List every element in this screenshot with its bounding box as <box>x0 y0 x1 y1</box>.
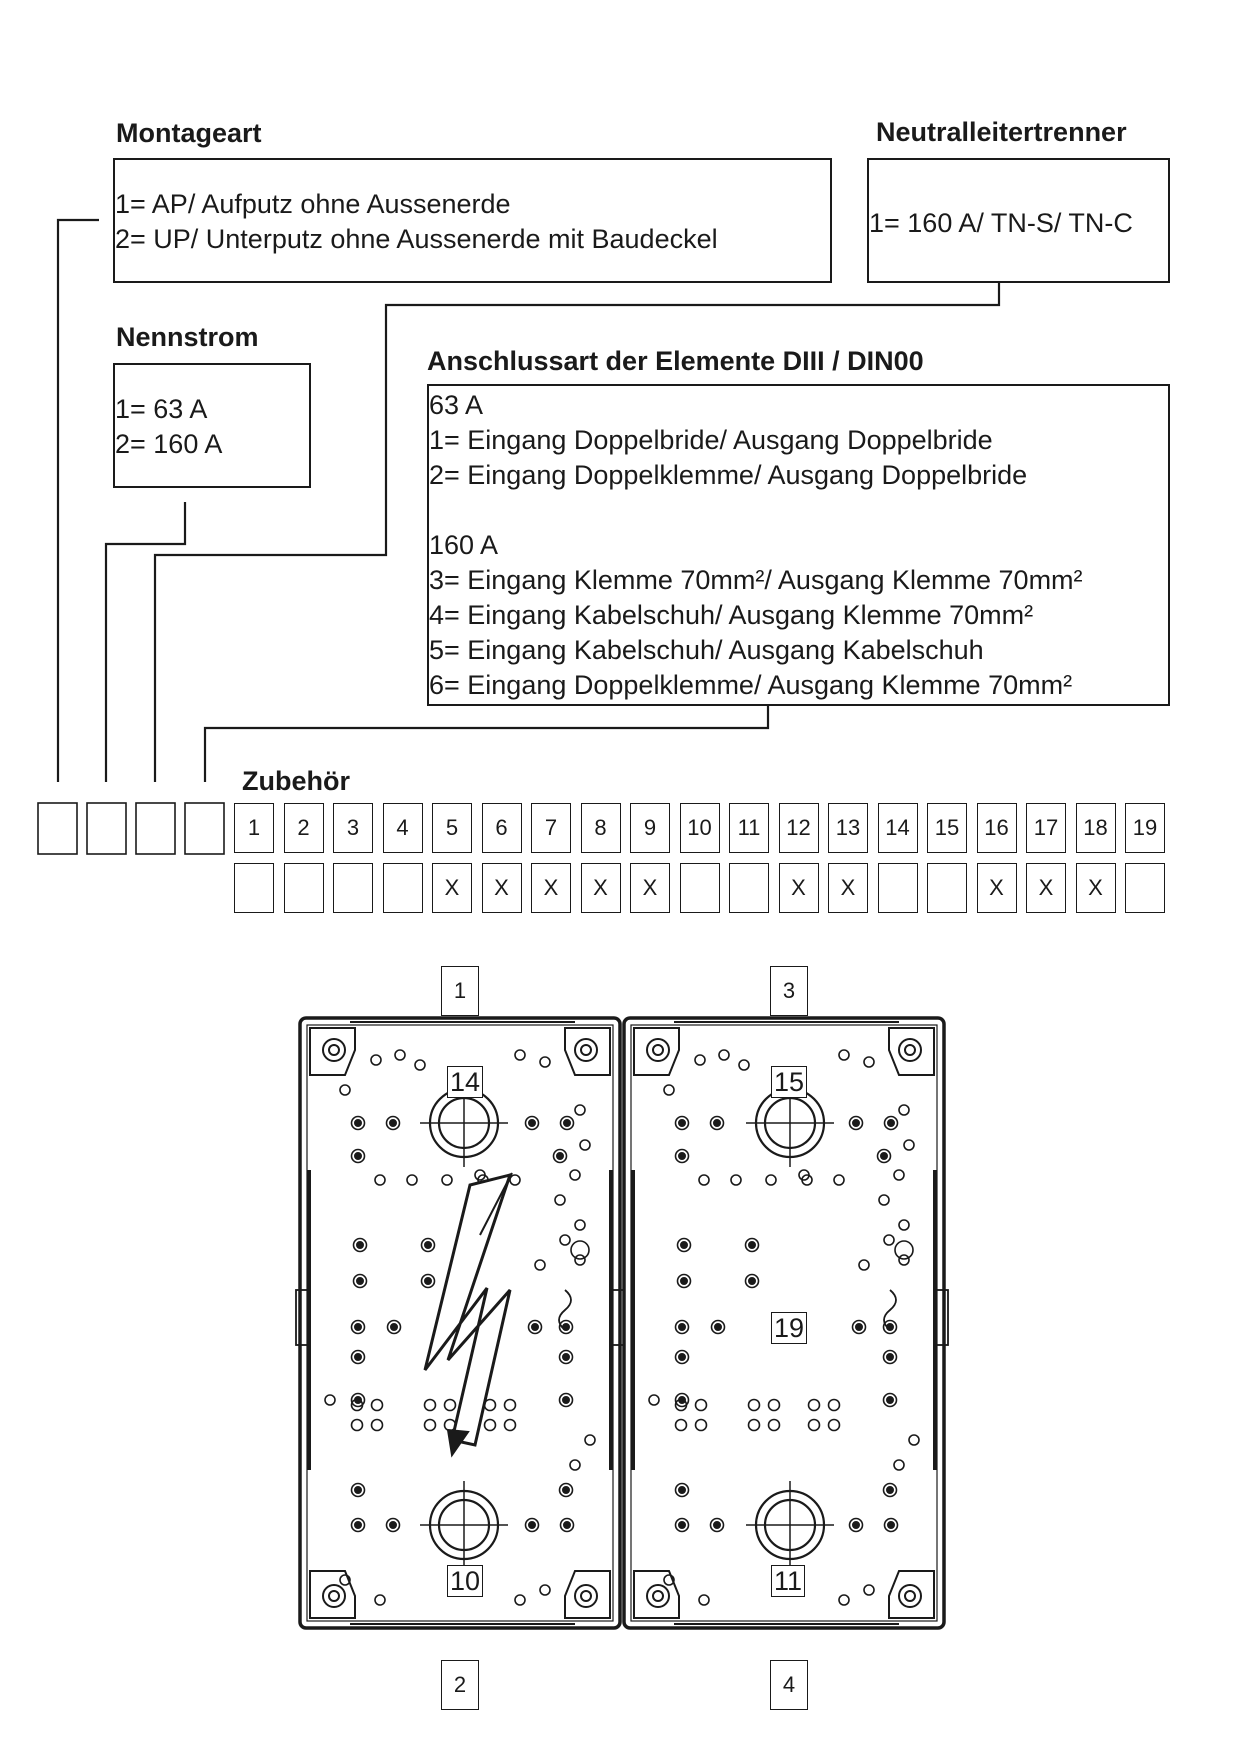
zubehoer-mark-cell[interactable]: X <box>630 863 670 913</box>
montageart-option-2: 2= UP/ Unterputz ohne Aussenerde mit Baudeckel <box>115 224 718 254</box>
mounting-hole <box>899 1255 909 1265</box>
mounting-hole-center <box>425 1242 431 1248</box>
mounting-hole <box>864 1057 874 1067</box>
zubehoer-number-cell: 14 <box>878 803 918 853</box>
mounting-hole <box>696 1420 707 1431</box>
nennstrom-heading: Nennstrom <box>116 322 259 352</box>
zubehoer-mark-cell[interactable]: X <box>828 863 868 913</box>
mounting-hole <box>372 1420 383 1431</box>
mounting-hole-center <box>679 1354 685 1360</box>
zubehoer-number-cell: 7 <box>531 803 571 853</box>
zubehoer-mark-cell[interactable]: X <box>482 863 522 913</box>
mounting-hole <box>834 1175 844 1185</box>
zubehoer-mark-cell[interactable]: X <box>581 863 621 913</box>
mounting-hole-center <box>679 1487 685 1493</box>
mounting-hole <box>560 1235 570 1245</box>
zubehoer-mark-cell[interactable] <box>927 863 967 913</box>
mounting-hole <box>731 1175 741 1185</box>
mounting-hole <box>895 1241 913 1259</box>
zubehoer-mark-cell[interactable] <box>333 863 373 913</box>
leader-montageart <box>58 220 99 782</box>
zubehoer-mark-cell[interactable]: X <box>1026 863 1066 913</box>
mounting-hole <box>899 1105 909 1115</box>
mounting-hole-center <box>355 1354 361 1360</box>
mounting-hole <box>766 1175 776 1185</box>
mounting-hole <box>809 1400 820 1411</box>
zubehoer-mark-cell[interactable] <box>284 863 324 913</box>
mounting-hole <box>510 1175 520 1185</box>
mounting-hole-center <box>749 1242 755 1248</box>
neutralleitertrenner-heading: Neutralleitertrenner <box>876 117 1127 147</box>
zubehoer-mark-cell[interactable] <box>383 863 423 913</box>
mounting-hole <box>570 1460 580 1470</box>
mounting-hole <box>555 1195 565 1205</box>
mounting-hole <box>515 1595 525 1605</box>
mounting-hole-center <box>881 1153 887 1159</box>
mounting-hole-center <box>749 1278 755 1284</box>
zubehoer-number-cell: 1 <box>234 803 274 853</box>
drawing-label-bottom-right: 4 <box>770 1660 808 1710</box>
mounting-hole <box>505 1400 516 1411</box>
mounting-hole-center <box>390 1522 396 1528</box>
mounting-hole <box>769 1420 780 1431</box>
mounting-hole <box>575 1105 585 1115</box>
mounting-hole <box>769 1400 780 1411</box>
mounting-hole <box>699 1595 709 1605</box>
mounting-hole <box>505 1420 516 1431</box>
drawing-label-15: 15 <box>771 1066 807 1098</box>
mounting-hole <box>375 1175 385 1185</box>
mounting-hole-center <box>563 1397 569 1403</box>
anschlussart-line: 3= Eingang Klemme 70mm²/ Ausgang Klemme 70mm² <box>429 565 1083 595</box>
mounting-hole <box>859 1260 869 1270</box>
zubehoer-mark-cell[interactable]: X <box>432 863 472 913</box>
mounting-hole <box>575 1255 585 1265</box>
mounting-hole <box>695 1055 705 1065</box>
mounting-hole-center <box>853 1120 859 1126</box>
zubehoer-number-cell: 6 <box>482 803 522 853</box>
mounting-hole <box>829 1420 840 1431</box>
mounting-hole-center <box>564 1522 570 1528</box>
mounting-hole-center <box>355 1153 361 1159</box>
mounting-holes <box>325 1050 919 1605</box>
zubehoer-mark-cell[interactable] <box>680 863 720 913</box>
mounting-hole <box>839 1050 849 1060</box>
mounting-hole-center <box>714 1522 720 1528</box>
mounting-hole-center <box>887 1324 893 1330</box>
mounting-hole-center <box>563 1487 569 1493</box>
mounting-hole <box>445 1400 456 1411</box>
mounting-hole <box>425 1400 436 1411</box>
zubehoer-number-cell: 3 <box>333 803 373 853</box>
mounting-hole <box>749 1400 760 1411</box>
mounting-hole-center <box>681 1242 687 1248</box>
mounting-hole <box>749 1420 760 1431</box>
mounting-hole-center <box>355 1324 361 1330</box>
anschlussart-line: 63 A <box>429 390 484 420</box>
mounting-hole-center <box>563 1354 569 1360</box>
mounting-hole <box>540 1585 550 1595</box>
mounting-hole <box>395 1050 405 1060</box>
zubehoer-number-cell: 12 <box>779 803 819 853</box>
anschlussart-line: 5= Eingang Kabelschuh/ Ausgang Kabelschuh <box>429 635 984 665</box>
mounting-hole <box>884 1235 894 1245</box>
zubehoer-number-cell: 13 <box>828 803 868 853</box>
enclosure-drawing <box>296 1018 948 1628</box>
mounting-hole-center <box>714 1120 720 1126</box>
mounting-hole-center <box>532 1324 538 1330</box>
mounting-hole-center <box>357 1278 363 1284</box>
zubehoer-number-cell: 11 <box>729 803 769 853</box>
mounting-hole-center <box>563 1324 569 1330</box>
mounting-hole-center <box>679 1153 685 1159</box>
mounting-hole <box>570 1170 580 1180</box>
mounting-hole <box>442 1175 452 1185</box>
mounting-hole <box>899 1220 909 1230</box>
leader-neutralleitertrenner <box>155 283 999 782</box>
mounting-hole <box>485 1420 496 1431</box>
anschlussart-line: 2= Eingang Doppelklemme/ Ausgang Doppelbride <box>429 460 1028 490</box>
zubehoer-heading: Zubehör <box>242 766 350 796</box>
mounting-hole <box>864 1585 874 1595</box>
drawing-label-10: 10 <box>447 1565 483 1597</box>
mounting-hole <box>580 1140 590 1150</box>
mounting-hole <box>879 1195 889 1205</box>
zubehoer-mark-cell[interactable] <box>878 863 918 913</box>
mounting-hole <box>696 1400 707 1411</box>
zubehoer-number-cell: 9 <box>630 803 670 853</box>
drawing-label-top-left: 1 <box>441 966 479 1016</box>
mounting-hole <box>540 1057 550 1067</box>
mounting-hole <box>415 1060 425 1070</box>
anschlussart-line: 4= Eingang Kabelschuh/ Ausgang Klemme 70mm² <box>429 600 1034 630</box>
drawing-label-11: 11 <box>771 1565 805 1597</box>
zubehoer-number-cell: 5 <box>432 803 472 853</box>
mounting-hole <box>575 1220 585 1230</box>
mounting-hole-center <box>355 1522 361 1528</box>
mounting-hole-center <box>357 1242 363 1248</box>
mounting-hole <box>585 1435 595 1445</box>
mounting-hole <box>515 1050 525 1060</box>
mounting-hole <box>352 1420 363 1431</box>
mounting-hole-center <box>355 1120 361 1126</box>
anschlussart-line: 1= Eingang Doppelbride/ Ausgang Doppelbride <box>429 425 993 455</box>
mounting-hole-center <box>856 1324 862 1330</box>
mounting-hole <box>664 1085 674 1095</box>
mounting-hole <box>809 1420 820 1431</box>
mounting-hole-center <box>679 1522 685 1528</box>
mounting-hole <box>719 1050 729 1060</box>
mounting-hole-center <box>888 1120 894 1126</box>
mounting-hole-center <box>425 1278 431 1284</box>
mounting-hole-center <box>390 1120 396 1126</box>
mounting-hole-center <box>681 1278 687 1284</box>
zubehoer-number-cell: 4 <box>383 803 423 853</box>
mounting-hole-center <box>564 1120 570 1126</box>
mounting-hole-center <box>887 1354 893 1360</box>
mounting-hole-center <box>679 1120 685 1126</box>
mounting-hole-center <box>887 1397 893 1403</box>
zubehoer-mark-cell[interactable]: X <box>977 863 1017 913</box>
mounting-hole <box>375 1595 385 1605</box>
anschlussart-line: 160 A <box>429 530 499 560</box>
zubehoer-number-cell: 8 <box>581 803 621 853</box>
zubehoer-number-cell: 16 <box>977 803 1017 853</box>
mounting-hole-center <box>391 1324 397 1330</box>
mounting-hole <box>894 1170 904 1180</box>
leader-anschlussart <box>205 706 768 782</box>
nennstrom-option-1: 1= 63 A <box>115 394 208 424</box>
mounting-hole <box>676 1420 687 1431</box>
mounting-hole <box>340 1085 350 1095</box>
mounting-hole <box>649 1395 659 1405</box>
zubehoer-number-cell: 18 <box>1076 803 1116 853</box>
mounting-hole <box>739 1060 749 1070</box>
mounting-hole-center <box>557 1153 563 1159</box>
drawing-label-14: 14 <box>447 1066 483 1098</box>
drawing-label-top-right: 3 <box>770 966 808 1016</box>
drawing-label-19: 19 <box>771 1312 807 1344</box>
drawing-label-bottom-left: 2 <box>441 1660 479 1710</box>
mounting-hole <box>909 1435 919 1445</box>
mounting-hole <box>829 1400 840 1411</box>
zubehoer-number-cell: 10 <box>680 803 720 853</box>
mounting-hole <box>407 1175 417 1185</box>
mounting-hole-center <box>529 1120 535 1126</box>
anschlussart-heading: Anschlussart der Elemente DIII / DIN00 <box>427 346 924 376</box>
high-voltage-symbol <box>425 1173 512 1455</box>
mounting-hole-center <box>529 1522 535 1528</box>
nennstrom-option-2: 2= 160 A <box>115 429 223 459</box>
mounting-hole <box>894 1460 904 1470</box>
leader-nennstrom <box>106 502 185 782</box>
zubehoer-number-cell: 17 <box>1026 803 1066 853</box>
zubehoer-mark-cell[interactable]: X <box>779 863 819 913</box>
anschlussart-line: 6= Eingang Doppelklemme/ Ausgang Klemme 70mm² <box>429 670 1073 700</box>
zubehoer-mark-cell[interactable] <box>234 863 274 913</box>
code-cell-neutralleitertrenner <box>136 803 175 854</box>
mounting-hole-center <box>355 1487 361 1493</box>
mounting-hole <box>535 1260 545 1270</box>
code-cell-montageart <box>38 803 77 854</box>
zubehoer-mark-cell[interactable]: X <box>531 863 571 913</box>
mounting-hole <box>904 1140 914 1150</box>
mounting-hole <box>571 1241 589 1259</box>
zubehoer-mark-cell[interactable]: X <box>1076 863 1116 913</box>
code-cell-nennstrom <box>87 803 126 854</box>
mounting-hole <box>325 1395 335 1405</box>
mounting-hole-center <box>715 1324 721 1330</box>
mounting-hole <box>372 1400 383 1411</box>
mounting-hole-center <box>887 1487 893 1493</box>
neutralleitertrenner-option-1: 1= 160 A/ TN-S/ TN-C <box>869 208 1133 238</box>
mounting-hole-center <box>679 1324 685 1330</box>
mounting-hole <box>371 1055 381 1065</box>
code-cell-anschlussart <box>185 803 224 854</box>
mounting-hole-center <box>853 1522 859 1528</box>
zubehoer-number-cell: 2 <box>284 803 324 853</box>
zubehoer-mark-cell[interactable] <box>729 863 769 913</box>
zubehoer-number-cell: 19 <box>1125 803 1165 853</box>
mounting-hole <box>839 1595 849 1605</box>
zubehoer-mark-cell[interactable] <box>1125 863 1165 913</box>
mounting-hole <box>699 1175 709 1185</box>
mounting-hole-center <box>888 1522 894 1528</box>
zubehoer-number-cell: 15 <box>927 803 967 853</box>
montageart-option-1: 1= AP/ Aufputz ohne Aussenerde <box>115 189 511 219</box>
mounting-hole <box>425 1420 436 1431</box>
montageart-heading: Montageart <box>116 118 262 148</box>
